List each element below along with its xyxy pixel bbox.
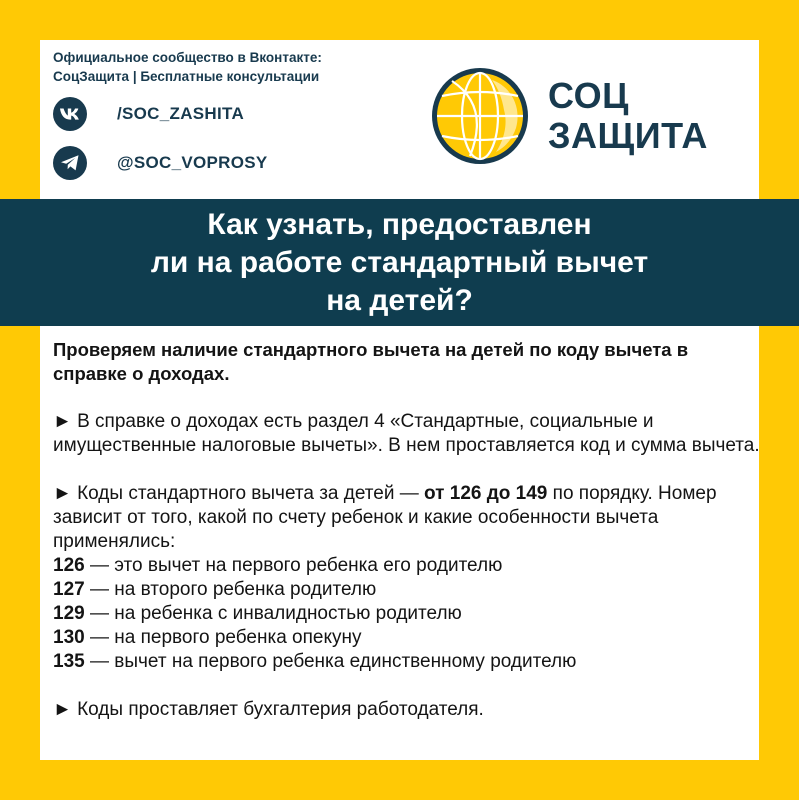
list-item (53, 602, 763, 626)
list-item (53, 578, 763, 602)
community-line-2: СоцЗащита | Бесплатные консультации (53, 69, 320, 84)
title-banner (0, 199, 799, 326)
intro-text: Проверяем наличие стандартного вычета на детей по коду вычета в справке о доходах. (53, 339, 689, 384)
code-list (53, 554, 763, 674)
logo-line-1: СОЦ (548, 75, 629, 116)
code-number: 135 (53, 651, 85, 672)
title-line-3: на детей? (326, 283, 473, 317)
point-2-suffix: по порядку. Номер зависит от того, какой по счету ребенок и какие особенности вычета применялись: (53, 483, 717, 552)
code-number: 130 (53, 627, 85, 648)
point-2-range: от 126 до 149 (424, 483, 548, 504)
community-line-1: Официальное сообщество в Вконтакте: (53, 50, 322, 65)
vk-handle: /SOC_ZASHITA (117, 104, 245, 123)
code-number: 126 (53, 555, 85, 576)
code-number: 127 (53, 579, 85, 600)
content-body (53, 338, 763, 722)
point-3: ► Коды проставляет бухгалтерия работодателя. (53, 699, 484, 720)
telegram-link[interactable] (53, 146, 268, 180)
logo-text (548, 76, 708, 156)
logo-line-2: ЗАЩИТА (548, 115, 708, 156)
telegram-icon (53, 146, 87, 180)
code-description: — на второго ребенка родителю (84, 579, 377, 600)
code-description: — это вычет на первого ребенка его родителю (84, 555, 503, 576)
code-description: — на первого ребенка опекуну (84, 627, 362, 648)
code-description: — вычет на первого ребенка единственному родителю (84, 651, 577, 672)
code-description: — на ребенка с инвалидностью родителю (84, 603, 462, 624)
point-2-prefix: ► Коды стандартного вычета за детей — (53, 483, 425, 504)
soc-zashita-logo (430, 66, 708, 166)
vk-icon (53, 97, 87, 131)
point-1: ► В справке о доходах есть раздел 4 «Стандартные, социальные и имущественные налоговые вычеты». В нем проставляется код и сумма вычета. (53, 411, 760, 456)
telegram-handle: @SOC_VOPROSY (117, 153, 268, 172)
point-2 (53, 482, 763, 554)
list-item (53, 650, 763, 674)
title-line-1: Как узнать, предоставлен (207, 207, 592, 241)
community-caption (53, 48, 322, 86)
list-item (53, 554, 763, 578)
code-number: 129 (53, 603, 85, 624)
vk-link[interactable] (53, 97, 244, 131)
globe-icon (430, 66, 530, 166)
title-line-2: ли на работе стандартный вычет (150, 245, 649, 279)
list-item (53, 626, 763, 650)
page-title (80, 206, 720, 320)
